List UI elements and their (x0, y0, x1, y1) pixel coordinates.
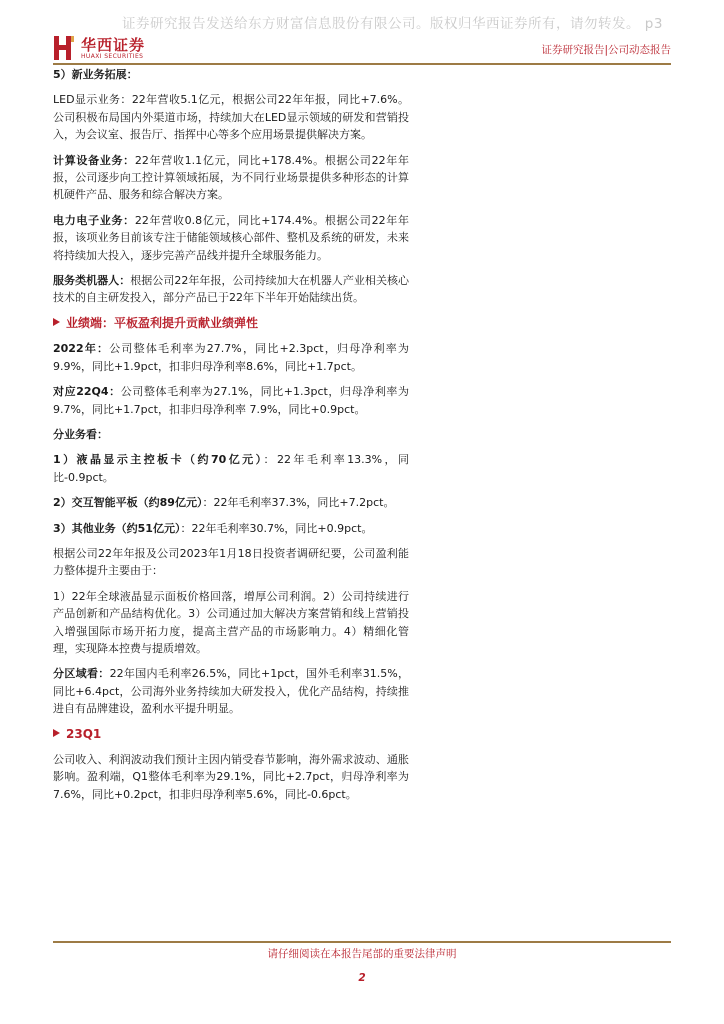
triangle-bullet-icon (53, 318, 60, 326)
report-type-label: 证券研究报告|公司动态报告 (541, 44, 671, 56)
y2022-paragraph: 2022年：公司整体毛利率为27.7%，同比+2.3pct，归母净利率为9.9%，同比+1.9pct，扣非归母净利率8.6%，同比+1.7pct。 (53, 342, 409, 373)
performance-heading: 业绩端：平板盈利提升贡献业绩弹性 (53, 315, 409, 332)
q1-paragraph: 公司收入、利润波动我们预计主因内销受春节影响，海外需求波动、通胀影响。盈利端，Q1整体毛利率为29.1%，同比+2.7pct，归母净利率为7.6%，同比+0.2pct，扣非归母净利率5.6%，同比-0.6pct。 (53, 753, 409, 801)
footer-divider (53, 941, 671, 943)
header-divider (53, 63, 671, 65)
report-body (53, 66, 409, 811)
segment-2: 2）交互智能平板（约89亿元）：22年毛利率37.3%，同比+7.2pct。 (53, 496, 395, 510)
segment-1: 1）液晶显示主控板卡（约70亿元）：22年毛利率13.3%，同比-0.9pct。 (53, 453, 409, 484)
logo-mark-icon (53, 34, 75, 62)
compute-label: 计算设备业务： (53, 153, 135, 167)
segment-3: 3）其他业务（约51亿元）：22年毛利率30.7%，同比+0.9pct。 (53, 521, 373, 535)
compute-paragraph: 计算设备业务：22年营收1.1亿元，同比+178.4%。根据公司22年年报，公司逐步向工控计算领域拓展，为不同行业场景提供多种形态的计算机硬件产品、服务和综合解决方案。 (53, 153, 409, 202)
new-business-title: 5）新业务拓展： (53, 68, 138, 81)
robot-label: 服务类机器人： (53, 274, 131, 288)
power-paragraph: 电力电子业务：22年营收0.8亿元，同比+174.4%。根据公司22年年报，该项业务目前该专注于储能领域核心部件、整机及系统的研发，未来将持续加大投入，逐步完善产品线并提升全球服务能力。 (53, 213, 409, 262)
robot-paragraph: 服务类机器人：根据公司22年年报，公司持续加大在机器人产业相关核心技术的自主研发投入，部分产品已于22年下半年开始陆续出货。 (53, 274, 410, 305)
q4-label: 对应22Q4： (53, 385, 121, 399)
triangle-bullet-icon (53, 729, 60, 737)
y2022-label: 2022年： (53, 342, 110, 356)
legal-notice: 请仔细阅读在本报告尾部的重要法律声明 (267, 948, 457, 960)
page-number: 2 (358, 972, 366, 984)
reason-intro: 根据公司22年年报及公司2023年1月18日投资者调研纪要，公司盈利能力整体提升主要由于： (53, 546, 409, 578)
q1-heading: 23Q1 (53, 726, 409, 743)
reasons-paragraph: 1）22年全球液晶显示面板价格回落，增厚公司利润。2）公司持续进行产品创新和产品结构优化。3）公司通过加大解决方案营销和线上营销投入增强国际市场开拓力度，提高主营产品的市场影响力。4）精细化管理，实现降本控费与提质增效。 (53, 589, 409, 655)
q4-paragraph: 对应22Q4：公司整体毛利率为27.1%，同比+1.3pct，归母净利率为 9.7%，同比+1.7pct，扣非归母净利率 7.9%，同比+0.9pct。 (53, 385, 410, 416)
logo-name-cn: 华西证券 (81, 36, 146, 54)
watermark-text: 证券研究报告发送给东方财富信息股份有限公司。版权归华西证券所有，请勿转发。 p3 (122, 16, 663, 32)
logo-name-en: HUAXI SECURITIES (81, 53, 144, 60)
led-paragraph: LED显示业务：22年营收5.1亿元，根据公司22年年报，同比+7.6%。公司积极布局国内外渠道市场，持续加大在LED显示领域的研发和营销投入，为会议室、报告厅、指挥中心等多个应用场景提供解决方案。 (53, 93, 409, 142)
region-label: 分区域看： (53, 667, 110, 681)
region-paragraph: 分区域看：22年国内毛利率26.5%，同比+1pct，国外毛利率31.5%，同比+6.4pct，公司海外业务持续加大研发投入，优化产品结构，持续推进自有品牌建设，盈利水平提升明显。 (53, 667, 409, 716)
by-business-label: 分业务看： (53, 427, 108, 441)
power-label: 电力电子业务： (53, 213, 135, 227)
led-label: LED显示业务： (53, 93, 132, 107)
